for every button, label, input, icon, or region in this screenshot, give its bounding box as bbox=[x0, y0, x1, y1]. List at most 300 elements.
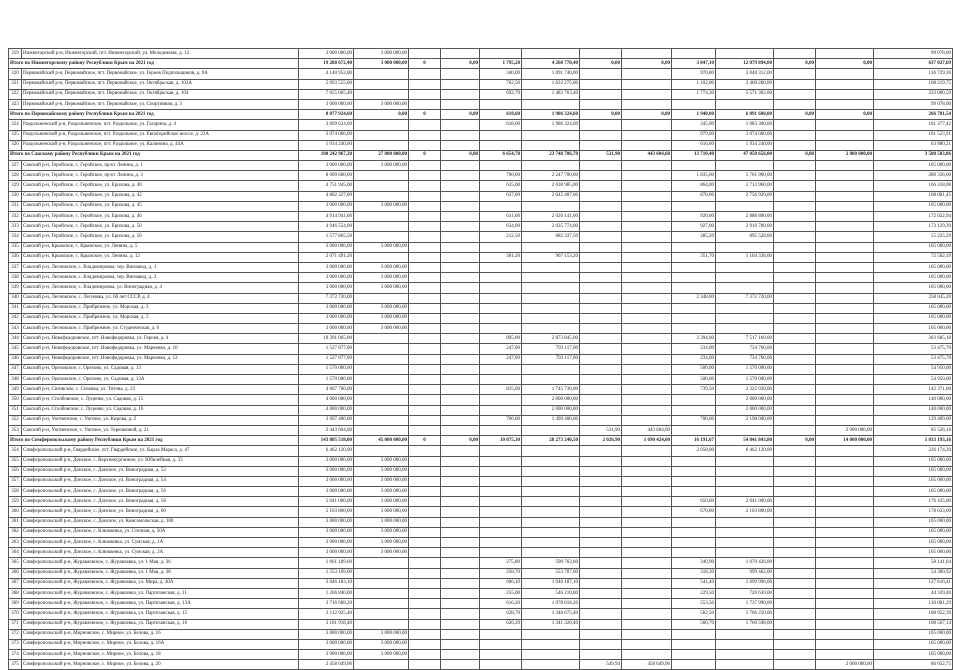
amount-cell bbox=[522, 517, 580, 527]
amount-cell bbox=[774, 395, 816, 405]
amount-cell bbox=[480, 49, 522, 59]
amount-cell bbox=[522, 283, 580, 293]
amount-cell bbox=[409, 212, 441, 222]
amount-cell bbox=[716, 313, 774, 323]
building-address: Сакский р-н, Лесновское, с. Владимировка, ул. Виноградная, д. 4 bbox=[22, 283, 299, 293]
amount-cell: 500,00 bbox=[672, 375, 716, 385]
amount-cell: 3 000 000,00 bbox=[354, 548, 409, 558]
total-cell: 12 079 894,00 bbox=[716, 59, 774, 69]
amount-cell bbox=[816, 273, 874, 283]
amount-cell bbox=[354, 415, 409, 425]
amount-cell: 345,00 bbox=[672, 120, 716, 130]
row-number: 343 bbox=[9, 324, 22, 334]
amount-cell bbox=[716, 456, 774, 466]
amount-cell bbox=[774, 181, 816, 191]
amount-cell bbox=[774, 578, 816, 588]
total-cell: 8 077 924,60 bbox=[299, 110, 354, 120]
amount-cell: 2 000 000,00 bbox=[522, 395, 580, 405]
amount-cell bbox=[622, 578, 672, 588]
building-address: Сакский р-н, Геройское, с. Геройское, ул. Ерихова, д. 45 bbox=[22, 201, 299, 211]
amount-cell bbox=[354, 599, 409, 609]
amount-cell bbox=[354, 660, 409, 670]
amount-cell bbox=[622, 242, 672, 252]
amount-cell bbox=[480, 313, 522, 323]
amount-cell bbox=[622, 99, 672, 109]
amount-cell bbox=[774, 385, 816, 395]
amount-cell bbox=[580, 120, 622, 130]
amount-cell: 700,00 bbox=[672, 415, 716, 425]
amount-cell: 285,20 bbox=[672, 232, 716, 242]
amount-cell bbox=[409, 395, 441, 405]
table-row bbox=[9, 171, 953, 181]
table-row bbox=[9, 405, 953, 415]
amount-cell bbox=[816, 487, 874, 497]
amount-cell: 3 716 608,20 bbox=[299, 599, 354, 609]
amount-cell bbox=[774, 344, 816, 354]
amount-cell bbox=[441, 446, 480, 456]
amount-cell: 5 103 800,00 bbox=[299, 507, 354, 517]
amount-cell: 54 950,00 bbox=[874, 375, 953, 385]
amount-cell bbox=[580, 395, 622, 405]
table-row bbox=[9, 629, 953, 639]
amount-cell bbox=[441, 629, 480, 639]
table-row bbox=[9, 375, 953, 385]
amount-cell bbox=[480, 629, 522, 639]
row-number: 339 bbox=[9, 283, 22, 293]
amount-cell bbox=[622, 385, 672, 395]
amount-cell: 105 000,00 bbox=[874, 273, 953, 283]
amount-cell bbox=[672, 456, 716, 466]
amount-cell: 1 102,00 bbox=[672, 79, 716, 89]
amount-cell: 500,00 bbox=[672, 364, 716, 374]
amount-cell bbox=[816, 497, 874, 507]
table-row bbox=[9, 578, 953, 588]
amount-cell bbox=[409, 69, 441, 79]
amount-cell bbox=[622, 395, 672, 405]
amount-cell bbox=[441, 273, 480, 283]
amount-cell: 590 763,60 bbox=[522, 558, 580, 568]
amount-cell: 166 318,08 bbox=[874, 181, 953, 191]
amount-cell: 127 616,41 bbox=[874, 578, 953, 588]
amount-cell bbox=[354, 609, 409, 619]
amount-cell bbox=[816, 650, 874, 660]
amount-cell: 105 000,00 bbox=[874, 466, 953, 476]
amount-cell bbox=[522, 538, 580, 548]
amount-cell bbox=[409, 507, 441, 517]
district-total-label: Итого по Симферопольскому району Республики Крым на 2021 год bbox=[9, 436, 299, 446]
amount-cell: 1 934 240,00 bbox=[716, 140, 774, 150]
amount-cell bbox=[672, 660, 716, 670]
amount-cell: 628,70 bbox=[480, 609, 522, 619]
amount-cell bbox=[409, 242, 441, 252]
table-row bbox=[9, 181, 953, 191]
amount-cell: 105 000,00 bbox=[874, 629, 953, 639]
building-address: Симферопольский р-н, Донское, с. Клюквенка, ул. Сумская, д. 1А bbox=[22, 538, 299, 548]
amount-cell bbox=[672, 313, 716, 323]
amount-cell bbox=[441, 283, 480, 293]
amount-cell bbox=[354, 222, 409, 232]
amount-cell bbox=[522, 303, 580, 313]
amount-cell bbox=[409, 425, 441, 435]
amount-cell bbox=[409, 639, 441, 649]
row-number: 335 bbox=[9, 242, 22, 252]
amount-cell bbox=[816, 354, 874, 364]
building-address: Симферопольский р-н, Журавлевское, с. Журавлевка, ул. Партизанская, д. 15 bbox=[22, 609, 299, 619]
amount-cell: 3 000 000,00 bbox=[299, 538, 354, 548]
amount-cell: 5 093 555,00 bbox=[299, 79, 354, 89]
amount-cell: 72 502,19 bbox=[874, 252, 953, 262]
table-row bbox=[9, 517, 953, 527]
row-number: 365 bbox=[9, 558, 22, 568]
amount-cell: 3 460 280,00 bbox=[716, 79, 774, 89]
amount-cell bbox=[480, 364, 522, 374]
amount-cell: 105 000,00 bbox=[874, 313, 953, 323]
amount-cell: 3 000 000,00 bbox=[354, 650, 409, 660]
table-row bbox=[9, 242, 953, 252]
amount-cell bbox=[716, 466, 774, 476]
amount-cell bbox=[354, 89, 409, 99]
amount-cell: 2 103 800,00 bbox=[716, 507, 774, 517]
amount-cell bbox=[522, 487, 580, 497]
amount-cell: 4 067 760,00 bbox=[299, 385, 354, 395]
building-address: Симферопольский р-н, Донское, с. Донское, ул. Виноградная, д. 58 bbox=[22, 497, 299, 507]
amount-cell: 1 266 840,00 bbox=[299, 588, 354, 598]
amount-cell: 734 760,00 bbox=[716, 354, 774, 364]
amount-cell: 864,00 bbox=[672, 181, 716, 191]
amount-cell bbox=[480, 507, 522, 517]
amount-cell: 637,00 bbox=[480, 191, 522, 201]
amount-cell: 1 946 187,10 bbox=[522, 578, 580, 588]
amount-cell bbox=[816, 313, 874, 323]
amount-cell bbox=[522, 466, 580, 476]
amount-cell: 2 000 000,00 bbox=[522, 405, 580, 415]
total-cell: 3 508 503,86 bbox=[874, 150, 953, 160]
amount-cell bbox=[580, 415, 622, 425]
amount-cell: 682 337,50 bbox=[522, 232, 580, 242]
amount-cell: 136 729,36 bbox=[874, 69, 953, 79]
amount-cell bbox=[816, 69, 874, 79]
amount-cell bbox=[354, 619, 409, 629]
amount-cell bbox=[774, 49, 816, 59]
amount-cell bbox=[580, 49, 622, 59]
amount-cell bbox=[480, 527, 522, 537]
amount-cell bbox=[480, 303, 522, 313]
amount-cell: 6 462 120,00 bbox=[299, 446, 354, 456]
amount-cell: 3 000 000,00 bbox=[354, 303, 409, 313]
row-number: 321 bbox=[9, 79, 22, 89]
amount-cell: 2 348,00 bbox=[672, 293, 716, 303]
building-address: Сакский р-н, Крымское, с. Крымское, ул. Ленина, д. 12 bbox=[22, 252, 299, 262]
amount-cell bbox=[354, 568, 409, 578]
total-cell: 16 191,67 bbox=[672, 436, 716, 446]
amount-cell: 105 000,00 bbox=[874, 548, 953, 558]
amount-cell bbox=[816, 405, 874, 415]
amount-cell: 606,10 bbox=[480, 578, 522, 588]
amount-cell: 920,00 bbox=[672, 212, 716, 222]
building-address: Симферопольский р-н, Журавлевское, с. Журавлевка, ул. 1 Мая, д. 36 bbox=[22, 558, 299, 568]
amount-cell bbox=[580, 99, 622, 109]
amount-cell bbox=[774, 405, 816, 415]
amount-cell bbox=[774, 507, 816, 517]
amount-cell: 140 000,00 bbox=[874, 405, 953, 415]
amount-cell bbox=[816, 558, 874, 568]
row-number: 355 bbox=[9, 456, 22, 466]
amount-cell: 3 000 000,00 bbox=[354, 262, 409, 272]
amount-cell bbox=[774, 650, 816, 660]
amount-cell: 692,70 bbox=[480, 89, 522, 99]
amount-cell bbox=[622, 232, 672, 242]
amount-cell bbox=[522, 140, 580, 150]
amount-cell bbox=[409, 629, 441, 639]
building-address: Сакский р-н, Новофедоровское, пгт. Новофедоровка, ул. Марченко, д. 12 bbox=[22, 354, 299, 364]
amount-cell bbox=[480, 283, 522, 293]
amount-cell bbox=[441, 354, 480, 364]
amount-cell bbox=[716, 262, 774, 272]
table-row bbox=[9, 303, 953, 313]
amount-cell: 2 756 920,00 bbox=[716, 191, 774, 201]
amount-cell: 173 129,39 bbox=[874, 222, 953, 232]
amount-cell: 258 045,20 bbox=[874, 293, 953, 303]
amount-cell bbox=[409, 232, 441, 242]
amount-cell bbox=[441, 527, 480, 537]
amount-cell: 553 707,00 bbox=[522, 568, 580, 578]
amount-cell: 3 000 000,00 bbox=[299, 456, 354, 466]
amount-cell bbox=[774, 324, 816, 334]
amount-cell: 1 083 300,00 bbox=[716, 120, 774, 130]
amount-cell: 86 052,75 bbox=[874, 660, 953, 670]
amount-cell bbox=[622, 130, 672, 140]
amount-cell bbox=[580, 538, 622, 548]
amount-cell bbox=[622, 629, 672, 639]
amount-cell: 3 000 000,00 bbox=[299, 303, 354, 313]
table-row bbox=[9, 201, 953, 211]
amount-cell: 101 523,91 bbox=[874, 130, 953, 140]
amount-cell: 7 372 720,00 bbox=[716, 293, 774, 303]
amount-cell: 541,40 bbox=[672, 578, 716, 588]
amount-cell bbox=[522, 476, 580, 486]
amount-cell bbox=[816, 619, 874, 629]
row-number: 323 bbox=[9, 99, 22, 109]
amount-cell bbox=[816, 568, 874, 578]
amount-cell bbox=[480, 538, 522, 548]
amount-cell bbox=[580, 303, 622, 313]
amount-cell: 1 346 675,40 bbox=[522, 609, 580, 619]
building-address: Симферопольский р-н, Донское, с. Клюквенка, ул. Степная, д. 50А bbox=[22, 527, 299, 537]
amount-cell bbox=[441, 242, 480, 252]
amount-cell bbox=[580, 161, 622, 171]
amount-cell bbox=[622, 487, 672, 497]
amount-cell bbox=[480, 456, 522, 466]
table-row bbox=[9, 650, 953, 660]
amount-cell: 2 322 030,00 bbox=[716, 385, 774, 395]
amount-cell: 247,00 bbox=[480, 354, 522, 364]
amount-cell: 105 000,00 bbox=[874, 283, 953, 293]
amount-cell bbox=[816, 344, 874, 354]
amount-cell bbox=[480, 446, 522, 456]
amount-cell bbox=[441, 140, 480, 150]
amount-cell bbox=[409, 446, 441, 456]
amount-cell bbox=[774, 303, 816, 313]
row-number: 360 bbox=[9, 507, 22, 517]
amount-cell bbox=[816, 395, 874, 405]
amount-cell bbox=[816, 252, 874, 262]
amount-cell bbox=[409, 497, 441, 507]
district-total-label: Итого по Первомайскому району Республики Крым на 2021 год bbox=[9, 110, 299, 120]
amount-cell bbox=[580, 639, 622, 649]
amount-cell: 2 000 000,00 bbox=[816, 425, 874, 435]
amount-cell bbox=[580, 507, 622, 517]
amount-cell bbox=[816, 588, 874, 598]
total-cell: 0,00 bbox=[774, 436, 816, 446]
amount-cell: 2 888 800,00 bbox=[716, 212, 774, 222]
amount-cell: 1 570 000,00 bbox=[716, 364, 774, 374]
amount-cell: 101 377,42 bbox=[874, 120, 953, 130]
amount-cell: 739,50 bbox=[672, 385, 716, 395]
total-cell: 19 288 672,40 bbox=[299, 59, 354, 69]
amount-cell bbox=[441, 476, 480, 486]
amount-cell: 3 000 000,00 bbox=[299, 517, 354, 527]
table-row bbox=[9, 568, 953, 578]
amount-cell: 8 009 600,00 bbox=[299, 171, 354, 181]
amount-cell bbox=[354, 69, 409, 79]
amount-cell bbox=[580, 89, 622, 99]
total-cell: 0 bbox=[409, 436, 441, 446]
amount-cell: 3 000 000,00 bbox=[354, 324, 409, 334]
amount-cell bbox=[441, 497, 480, 507]
amount-cell bbox=[522, 629, 580, 639]
amount-cell: 105 000,00 bbox=[874, 650, 953, 660]
amount-cell bbox=[774, 242, 816, 252]
building-address: Сакский р-н, Лесновское, с. Владимировка, тер. Винзавод, д. 1 bbox=[22, 262, 299, 272]
amount-cell bbox=[441, 49, 480, 59]
amount-cell: 258,70 bbox=[480, 568, 522, 578]
amount-cell bbox=[622, 497, 672, 507]
amount-cell bbox=[580, 79, 622, 89]
amount-cell bbox=[441, 222, 480, 232]
amount-cell bbox=[774, 252, 816, 262]
amount-cell bbox=[672, 650, 716, 660]
table-row bbox=[9, 293, 953, 303]
row-number: 329 bbox=[9, 181, 22, 191]
amount-cell: 3 000 000,00 bbox=[299, 476, 354, 486]
amount-cell: 1 986 324,60 bbox=[522, 120, 580, 130]
amount-cell: 108 952,39 bbox=[874, 609, 953, 619]
amount-cell bbox=[816, 466, 874, 476]
amount-cell bbox=[522, 507, 580, 517]
amount-cell bbox=[441, 558, 480, 568]
amount-cell: 105 000,00 bbox=[874, 487, 953, 497]
building-address: Симферопольский р-н, Мирновское, с. Мирное, ул. Белова, д. 16А bbox=[22, 639, 299, 649]
row-number: 351 bbox=[9, 405, 22, 415]
amount-cell bbox=[622, 313, 672, 323]
amount-cell bbox=[716, 425, 774, 435]
table-row bbox=[9, 395, 953, 405]
amount-cell bbox=[480, 375, 522, 385]
table-row bbox=[9, 344, 953, 354]
building-address: Симферопольский р-н, Мирновское, с. Мирное, ул. Белова, д. 20 bbox=[22, 660, 299, 670]
amount-cell: 999 462,00 bbox=[716, 568, 774, 578]
amount-cell: 3 000 000,00 bbox=[354, 456, 409, 466]
building-address: Сакский р-н, Новофедоровское, пгт. Новофедоровка, ул. Героев, д. 4 bbox=[22, 334, 299, 344]
amount-cell bbox=[409, 49, 441, 59]
amount-cell bbox=[441, 161, 480, 171]
amount-cell bbox=[580, 476, 622, 486]
amount-cell bbox=[354, 120, 409, 130]
amount-cell bbox=[354, 578, 409, 588]
amount-cell: 979,00 bbox=[672, 130, 716, 140]
amount-cell bbox=[480, 130, 522, 140]
row-number: 366 bbox=[9, 568, 22, 578]
amount-cell: 616,00 bbox=[672, 140, 716, 150]
amount-cell bbox=[480, 660, 522, 670]
amount-cell bbox=[522, 242, 580, 252]
amount-cell bbox=[774, 375, 816, 385]
amount-cell bbox=[480, 639, 522, 649]
amount-cell bbox=[441, 660, 480, 670]
amount-cell: 1 934 240,00 bbox=[299, 140, 354, 150]
amount-cell: 3 000 000,00 bbox=[354, 49, 409, 59]
amount-cell bbox=[622, 354, 672, 364]
amount-cell bbox=[441, 385, 480, 395]
amount-cell: 226 174,20 bbox=[874, 446, 953, 456]
row-number: 338 bbox=[9, 273, 22, 283]
amount-cell bbox=[441, 588, 480, 598]
table-row bbox=[9, 660, 953, 670]
amount-cell bbox=[672, 242, 716, 252]
amount-cell bbox=[354, 405, 409, 415]
amount-cell: 3 000 000,00 bbox=[299, 629, 354, 639]
total-cell: 0 bbox=[409, 59, 441, 69]
amount-cell bbox=[441, 262, 480, 272]
amount-cell bbox=[480, 99, 522, 109]
building-address: Сакский р-н, Крымское, с. Крымское, ул. Ленина, д. 5 bbox=[22, 242, 299, 252]
row-number: 373 bbox=[9, 639, 22, 649]
total-cell: 266 781,54 bbox=[874, 110, 953, 120]
amount-cell bbox=[816, 476, 874, 486]
amount-cell bbox=[816, 639, 874, 649]
row-number: 325 bbox=[9, 130, 22, 140]
amount-cell bbox=[774, 232, 816, 242]
amount-cell: 626,20 bbox=[480, 619, 522, 629]
amount-cell bbox=[816, 140, 874, 150]
amount-cell: 895 528,00 bbox=[716, 232, 774, 242]
amount-cell bbox=[672, 99, 716, 109]
amount-cell bbox=[480, 273, 522, 283]
amount-cell bbox=[441, 120, 480, 130]
amount-cell bbox=[441, 69, 480, 79]
amount-cell: 458 649,96 bbox=[622, 660, 672, 670]
amount-cell: 734 760,00 bbox=[716, 344, 774, 354]
row-number: 375 bbox=[9, 660, 22, 670]
amount-cell bbox=[580, 242, 622, 252]
building-address: Нижнегорский р-н, Нижнегорский, пгт. Нижнегорский, ул. Молодежная, д. 12 bbox=[22, 49, 299, 59]
table-row bbox=[9, 619, 953, 629]
building-address: Раздольненский р-н, Раздольненское, пгт. Раздольное, ул. Евпаторийское шоссе, д. 22А bbox=[22, 130, 299, 140]
amount-cell: 2 000 000,00 bbox=[716, 395, 774, 405]
amount-cell: 878,00 bbox=[672, 191, 716, 201]
amount-cell bbox=[409, 568, 441, 578]
amount-cell: 1 577 865,50 bbox=[299, 232, 354, 242]
amount-cell bbox=[522, 446, 580, 456]
amount-cell: 546 210,00 bbox=[522, 588, 580, 598]
amount-cell: 4 802 327,00 bbox=[299, 191, 354, 201]
amount-cell bbox=[580, 650, 622, 660]
building-address: Сакский р-н, Уютненское, с. Уютное, ул. Кирова, д. 2 bbox=[22, 415, 299, 425]
amount-cell bbox=[480, 201, 522, 211]
amount-cell: 105 000,00 bbox=[874, 476, 953, 486]
building-address: Сакский р-н, Столбовское, с. Луценко, ул. Садовая, д. 15 bbox=[22, 395, 299, 405]
table-row bbox=[9, 79, 953, 89]
